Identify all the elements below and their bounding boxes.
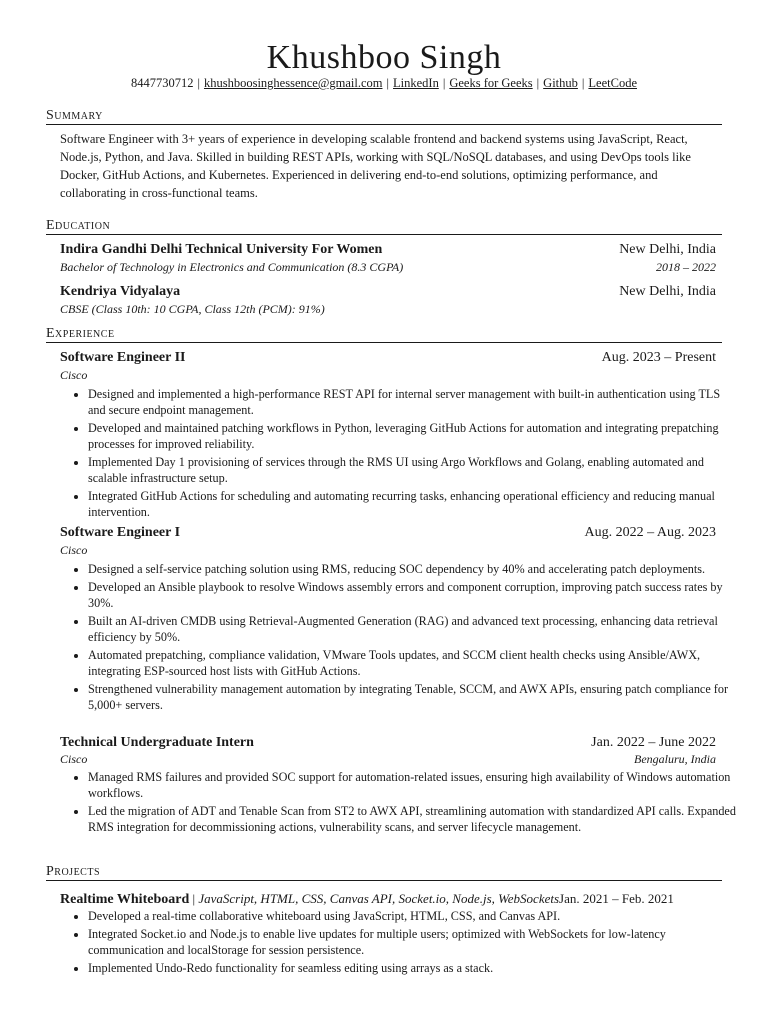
job-header [60,734,716,751]
list-item: • Developed and maintained patching workflows in Python, leveraging GitHub Actions for automation and integrating prepatching processes for improved reliability. [88,420,736,452]
job-location: Bengaluru, India [634,752,716,766]
job-sub [60,542,716,559]
phone-number: 8447730712 [130,76,194,90]
list-item: • Built an AI-driven CMDB using Retrieval-Augmented Generation (RAG) and advanced text processing, enhancing data retrieval efficiency by 50%. [88,613,736,645]
list-item: • Led the migration of ADT and Tenable Scan from ST2 to AWX API, streamlining automation with standardized API calls. Expanded RMS integration for decommissioning actions, vulnerability scans, and server lifecycle management. [88,803,736,835]
school-location: New Delhi, India [619,284,716,299]
list-item: • Designed and implemented a high-performance REST API for internal server management with built-in authentication using TLS and secure endpoint management. [88,386,736,418]
job-dates: Aug. 2023 – Present [601,350,716,365]
education-entry-sub [60,301,716,318]
projects-heading: Projects [46,863,722,881]
education-dates: 2018 – 2022 [656,260,716,274]
list-item: • Developed an Ansible playbook to resolve Windows assembly errors and component corruption, improving patch success rates by 30%. [88,579,736,611]
education-heading: Education [46,217,722,235]
candidate-name: Khushboo Singh [266,39,502,76]
education-entry-header [60,283,716,300]
job-bullets [74,769,736,837]
list-item: • Integrated GitHub Actions for scheduling and automating recurring tasks, enhancing operational efficiency and reducing manual intervention. [88,488,736,520]
project-header: Realtime Whiteboard | JavaScript, HTML, CSS, Canvas API, Socket.io, Node.js, WebSocketsJan. 2021 – Feb. 2021 [60,891,674,907]
education-entry-header [60,241,716,258]
job-title: Software Engineer I [60,525,181,540]
company-name: Cisco [60,368,88,382]
degree: CBSE (Class 10th: 10 CGPA, Class 12th (PCM): 91%) [60,302,325,316]
company-name: Cisco [60,752,88,766]
summary-heading: Summary [46,107,722,125]
job-title: Technical Undergraduate Intern [60,735,254,750]
linkedin-link[interactable]: LinkedIn [393,76,439,90]
list-item: • Implemented Day 1 provisioning of services through the RMS UI using Argo Workflows and Golang, enabling automated and scalable infrastructure setup. [88,454,736,486]
job-sub [60,367,716,384]
project-dates: Jan. 2021 – Feb. 2021 [559,891,674,906]
job-bullets [74,386,736,522]
list-item: • Implemented Undo-Redo functionality for seamless editing using arrays as a stack. [88,960,736,976]
project-tech: JavaScript, HTML, CSS, Canvas API, Socket.io, Node.js, WebSockets [198,891,560,906]
education-entry-sub [60,259,716,276]
leetcode-link[interactable]: LeetCode [588,76,638,90]
job-header [60,524,716,541]
summary-text: Software Engineer with 3+ years of experience in developing scalable frontend and backend systems using JavaScript, React, Node.js, Python, and Java. Skilled in building REST APIs, working with SQL/NoSQL databases, and using DevOps tools like Docker, GitHub Actions, and Kubernetes. Experienced in delivering end-to-end solutions, optimizing performance, and collaborating in cross-functional teams. [60,132,691,200]
school-name: Kendriya Vidyalaya [60,284,181,299]
job-sub [60,751,716,768]
list-item: • Strengthened vulnerability management automation by integrating Tenable, SCCM, and AWX APIs, ensuring patch compliance for 5,000+ servers. [88,681,736,713]
company-name: Cisco [60,543,88,557]
list-item: • Developed a real-time collaborative whiteboard using JavaScript, HTML, CSS, and Canvas API. [88,908,736,924]
list-item: • Integrated Socket.io and Node.js to enable live updates for multiple users; optimized with WebSockets for low-latency communication and localStorage for session persistence. [88,926,736,958]
job-title: Software Engineer II [60,350,186,365]
list-item: • Designed a self-service patching solution using RMS, reducing SOC dependency by 40% and accelerating patch deployments. [88,561,736,577]
job-bullets [74,561,736,715]
list-item: • Managed RMS failures and provided SOC support for automation-related issues, ensuring high availability of Windows automation workflows. [88,769,736,801]
project-name: Realtime Whiteboard [60,892,190,907]
geeksforgeeks-link[interactable]: Geeks for Geeks [449,76,533,90]
list-item: • Automated prepatching, compliance validation, VMware Tools updates, and SCCM client health checks using Ansible/AWX, integrating ESP-sourced host lists with GitHub Actions. [88,647,736,679]
job-dates: Aug. 2022 – Aug. 2023 [584,525,716,540]
project-bullets [74,908,736,978]
github-link[interactable]: Github [543,76,578,90]
degree: Bachelor of Technology in Electronics and Communication (8.3 CGPA) [60,260,404,274]
job-header [60,349,716,366]
contact-line: 8447730712 | khushboosinghessence@gmail.com | LinkedIn | Geeks for Geeks | Github | LeetCode [130,76,638,90]
email-link[interactable]: khushboosinghessence@gmail.com [203,76,383,90]
experience-heading: Experience [46,325,722,343]
school-name: Indira Gandhi Delhi Technical University For Women [60,242,383,257]
school-location: New Delhi, India [619,242,716,257]
job-dates: Jan. 2022 – June 2022 [591,735,716,750]
